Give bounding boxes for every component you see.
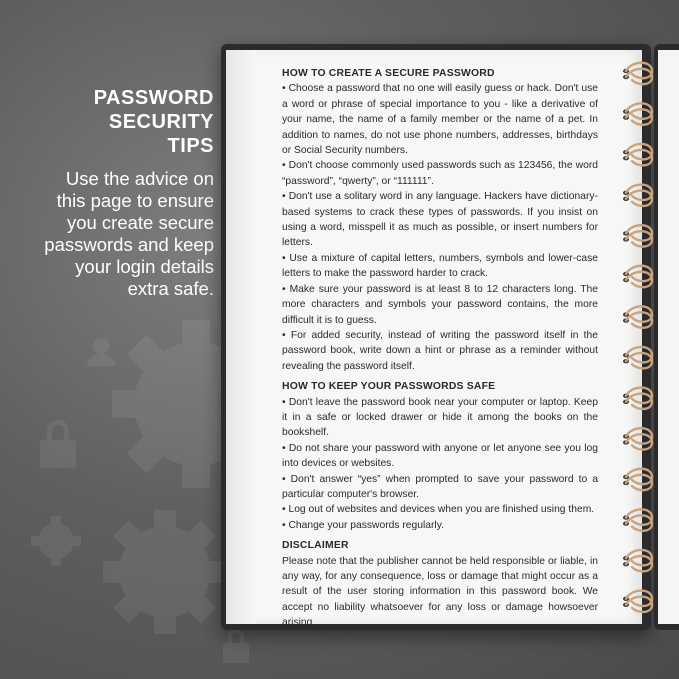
tip-paragraph: • Don't answer “yes” when prompted to save your password to a particular computer's browser. (282, 473, 598, 500)
headline-subtitle (10, 168, 214, 300)
headline-title (10, 86, 214, 158)
tip-paragraph: • Don't use a solitary word in any language. Hackers have dictionary-based systems to crack these types of passwords. If you insist on using a word, misspell it as much as possible, or insert numbers for letters. (282, 191, 598, 249)
gear-icon (103, 510, 227, 634)
section-create-password (282, 66, 598, 374)
tip-paragraph: • Change your passwords regularly. (282, 519, 444, 531)
disclaimer-paragraph: Please note that the publisher cannot be held responsible or liable, in any way, for any consequence, loss or damage that might occur as a result of the user storing information in this password book. We accept no liability whatsoever for any loss or damage howsoever arising. (282, 555, 598, 629)
page-content (282, 66, 598, 631)
tip-paragraph: • Choose a password that no one will easily guess or hack. Don't use a word or phrase of special importance to you - like a derivative of your name, the name of a family member or the name of a pet. In addition to names, do not use phone numbers, addresses, birthdays or Social Security numbers. (282, 83, 598, 157)
subtitle-line: your login details (75, 256, 214, 277)
subtitle-line: this page to ensure (56, 190, 214, 211)
title-line: SECURITY (108, 111, 214, 133)
section-heading: HOW TO CREATE A SECURE PASSWORD (282, 68, 495, 79)
section-heading: HOW TO KEEP YOUR PASSWORDS SAFE (282, 381, 496, 393)
tip-paragraph: • Do not share your password with anyone or let anyone see you log into devices or websites. (282, 442, 598, 470)
section-heading: DISCLAIMER (282, 540, 349, 552)
lock-icon (223, 629, 249, 663)
notebook-page-right (658, 50, 679, 624)
title-line: TIPS (167, 135, 214, 157)
tip-paragraph: • Use a mixture of capital letters, numbers, symbols and lower-case letters to make the password harder to crack. (282, 252, 598, 280)
subtitle-line: passwords and keep (44, 234, 214, 255)
page-edge (226, 50, 256, 624)
section-disclaimer (282, 538, 598, 630)
title-line: PASSWORD (93, 87, 214, 109)
subtitle-line: extra safe. (127, 278, 214, 299)
section-keep-safe (282, 379, 598, 533)
headline (10, 86, 214, 300)
tip-paragraph: • For added security, instead of writing the password itself in the password book, write down a hint or phrase as a reminder without revealing the password itself. (282, 329, 598, 372)
tip-paragraph: • Log out of websites and devices when you are finished using them. (282, 504, 595, 516)
tip-paragraph: • Make sure your password is at least 8 to 12 characters long. The more characters and symbols your password contains, the more difficult it is to guess. (282, 283, 598, 326)
subtitle-line: you create secure (66, 212, 214, 233)
lock-icon (40, 420, 76, 468)
subtitle-line: Use the advice on (65, 168, 214, 189)
user-icon (87, 338, 115, 366)
gear-icon (31, 516, 81, 566)
tip-paragraph: • Don't choose commonly used passwords such as 123456, the word “password”, “qwerty”, or “111111”. (282, 160, 598, 187)
tip-paragraph: • Don't leave the password book near your computer or laptop. Keep it in a safe or locked drawer or hide it among the books on the bookshelf. (282, 396, 598, 439)
spiral-binding (618, 54, 658, 624)
